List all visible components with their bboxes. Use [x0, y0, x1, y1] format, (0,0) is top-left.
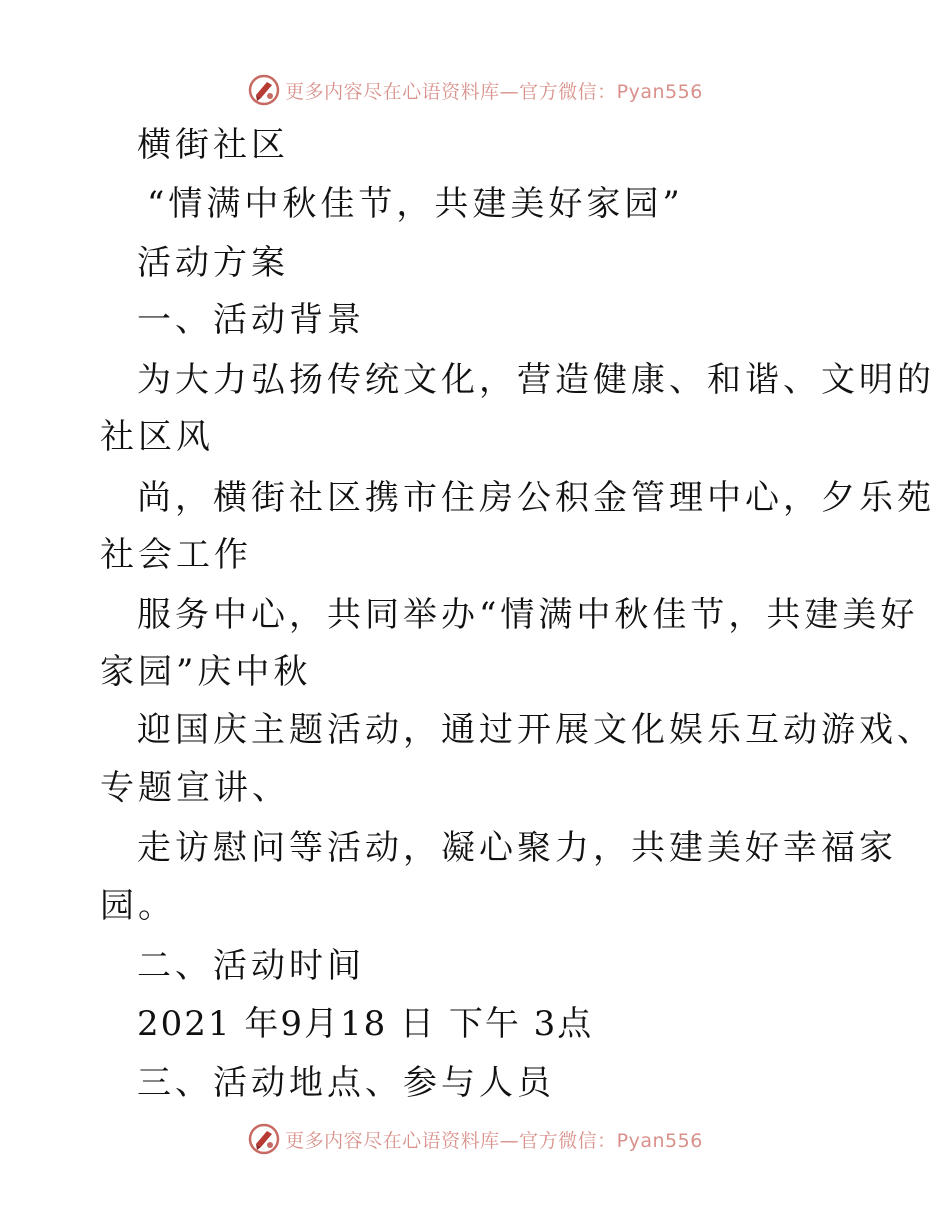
document-line: 二、活动时间 [137, 946, 365, 986]
document-line: 社区风 [100, 417, 214, 457]
header-banner [0, 72, 950, 108]
document-line: 专题宣讲、 [100, 768, 290, 808]
document-line: 尚，横街社区携市住房公积金管理中心，夕乐苑 [137, 478, 935, 518]
document-line: 活动方案 [137, 243, 289, 283]
document-line: 横街社区 [137, 125, 289, 165]
document-line: 园。 [100, 886, 176, 926]
document-line: “情满中秋佳节，共建美好家园” [147, 184, 684, 224]
document-line: 社会工作 [100, 535, 252, 575]
footer-banner [0, 1121, 950, 1157]
header-banner-text: 更多内容尽在心语资料库—官方微信：Pyan556 [285, 80, 703, 103]
footer-banner-text: 更多内容尽在心语资料库—官方微信：Pyan556 [285, 1129, 703, 1152]
logo-icon [247, 73, 281, 107]
document-line: 三、活动地点、参与人员 [137, 1063, 555, 1103]
document-line: 家园”庆中秋 [100, 652, 312, 692]
document-line: 一、活动背景 [137, 300, 365, 340]
logo-icon [247, 1122, 281, 1156]
document-line: 走访慰问等活动，凝心聚力，共建美好幸福家 [137, 828, 897, 868]
document-line: 服务中心，共同举办“情满中秋佳节，共建美好 [137, 595, 919, 635]
document-line: 为大力弘扬传统文化，营造健康、和谐、文明的 [137, 360, 935, 400]
document-line: 迎国庆主题活动，通过开展文化娱乐互动游戏、 [137, 710, 935, 750]
document-line: 2021 年9月18 日 下午 3点 [137, 1004, 594, 1044]
